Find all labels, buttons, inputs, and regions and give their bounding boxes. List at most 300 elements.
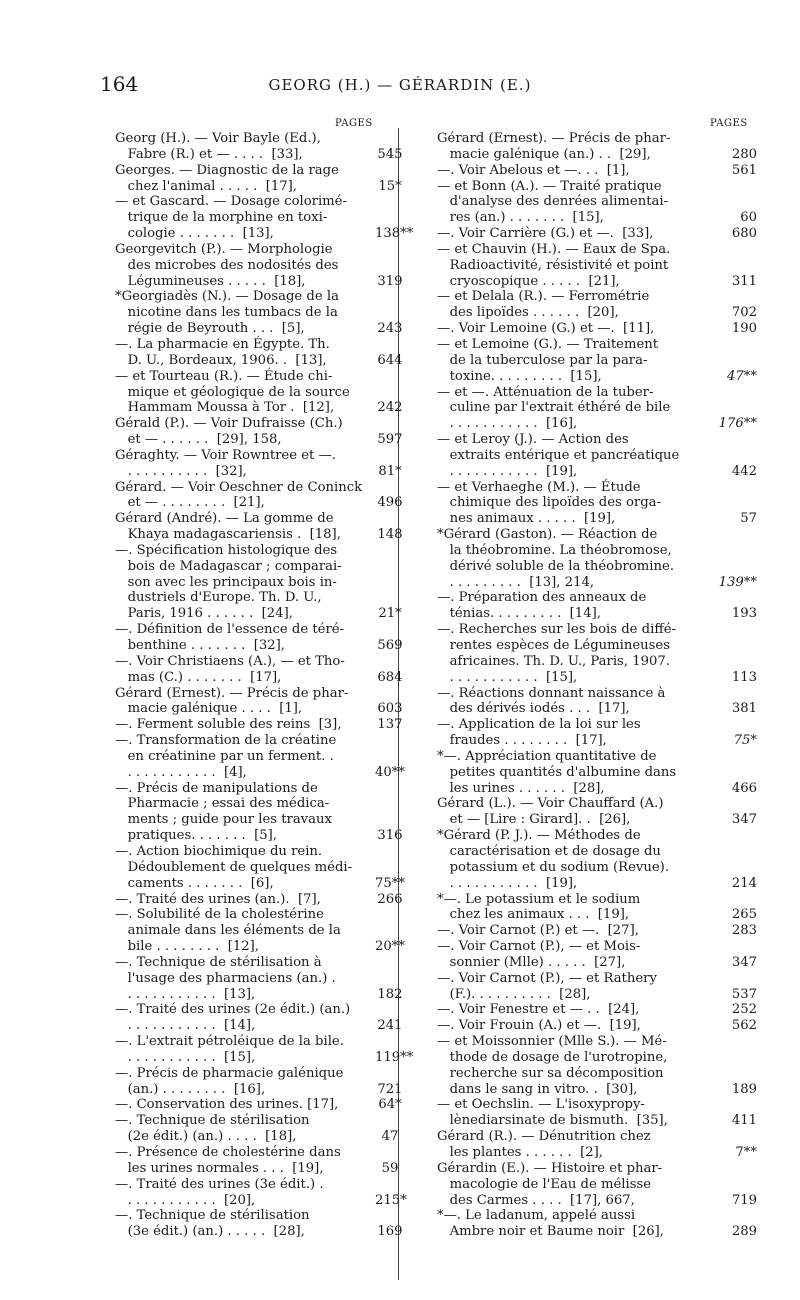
- index-line-text: —. Définition de l'essence de téré-: [115, 622, 345, 638]
- index-line-text: —. La pharmacie en Égypte. Th.: [115, 336, 330, 352]
- index-line: [437, 606, 757, 622]
- index-line-text: —. Présence de cholestérine dans: [115, 1145, 341, 1160]
- index-line: [437, 511, 757, 527]
- index-line-text: . . . . . . . . . . [32],: [115, 463, 247, 479]
- index-line-text: —. Traité des urines (2e édit.) (an.): [115, 1002, 351, 1018]
- index-line: [115, 242, 368, 258]
- index-line: [115, 828, 403, 844]
- index-line: [115, 654, 368, 670]
- index-line: [437, 907, 757, 923]
- index-line-text: macie galénique . . . . [1],: [115, 701, 303, 717]
- index-line: [115, 764, 405, 781]
- index-line-text: — et Chauvin (H.). — Eaux de Spa.: [437, 241, 671, 257]
- index-line-text: chimique des lipoïdes des orga-: [437, 495, 661, 511]
- index-line-text: . . . . . . . . . . . [16],: [437, 416, 578, 432]
- page-reference: 319: [377, 273, 403, 289]
- pages-header-left: PAGES: [335, 118, 373, 129]
- page-reference: 214: [731, 875, 757, 891]
- page-reference: 169: [377, 1224, 403, 1240]
- index-line: [437, 1145, 757, 1161]
- page-reference: 139**: [718, 574, 757, 590]
- page-reference: 20**: [375, 939, 405, 955]
- index-line-text: —. Recherches sur les bois de diffé-: [437, 622, 676, 638]
- index-line-text: caments . . . . . . . [6],: [115, 875, 274, 891]
- index-line: [437, 146, 757, 163]
- index-line: [115, 1049, 414, 1066]
- index-line-text: (an.) . . . . . . . . [16],: [115, 1081, 266, 1097]
- index-line: [115, 146, 403, 163]
- index-line: [115, 590, 368, 606]
- index-line-text: —. Voir Carnot (P.), — et Mois-: [437, 939, 641, 955]
- page-reference: 644: [377, 352, 403, 368]
- index-line-text: trique de la morphine en toxi-: [115, 210, 328, 226]
- index-line: [115, 1097, 402, 1113]
- page-reference: 190: [731, 321, 757, 337]
- index-line: [437, 273, 757, 290]
- index-line: [115, 432, 403, 448]
- index-line-text: thode de dosage de l'urotropine,: [437, 1049, 668, 1065]
- index-line: [437, 971, 750, 987]
- index-line-text: bois de Madagascar ; comparai-: [115, 558, 342, 574]
- index-line-text: dérivé soluble de la théobromine.: [437, 558, 675, 574]
- right-column: [437, 118, 757, 1240]
- page-reference: 81*: [378, 463, 402, 479]
- index-line: [115, 1018, 403, 1034]
- index-line-text: res (an.) . . . . . . . [15],: [437, 210, 604, 226]
- index-line: [115, 1081, 403, 1098]
- index-line-text: . . . . . . . . . [13], 214,: [437, 574, 595, 590]
- index-line-text: les urines normales . . . [19],: [115, 1160, 324, 1176]
- index-line: [115, 606, 402, 622]
- page-reference: 243: [377, 321, 403, 337]
- index-line: [437, 654, 750, 670]
- page-reference: 347: [731, 812, 757, 828]
- index-line-text: macologie de l'Eau de mélisse: [437, 1176, 652, 1192]
- index-line: [115, 416, 368, 432]
- index-line-text: extraits entérique et pancréatique: [437, 447, 680, 463]
- page-reference: 189: [731, 1081, 757, 1097]
- index-line: [437, 717, 750, 733]
- index-line-text: Gérard (R.). — Dénutrition chez: [437, 1129, 651, 1145]
- index-line: [115, 480, 368, 496]
- pages-header-right: PAGES: [710, 118, 748, 129]
- index-line-text: —. Voir Carrière (G.) et —. [33],: [437, 226, 654, 242]
- index-line-text: —. Technique de stérilisation à: [115, 954, 322, 970]
- index-line: [437, 321, 757, 337]
- index-line-text: fraudes . . . . . . . . [17],: [437, 733, 607, 749]
- index-line-text: Gérard (Ernest). — Précis de phar-: [115, 685, 349, 701]
- index-line: [437, 1161, 750, 1177]
- index-line-text: —. Voir Carnot (P.) et —. [27],: [437, 923, 639, 939]
- index-line: [437, 796, 750, 812]
- index-line-text: . . . . . . . . . . . [13],: [115, 986, 256, 1002]
- index-line: [437, 780, 757, 797]
- index-line-text: culine par l'extrait éthéré de bile: [437, 400, 671, 416]
- index-line-text: africaines. Th. D. U., Paris, 1907.: [437, 653, 670, 669]
- index-line-text: *—. Appréciation quantitative de: [437, 748, 657, 764]
- index-line-text: nicotine dans les tumbacs de la: [115, 305, 338, 321]
- index-line: [437, 1177, 750, 1193]
- index-line-text: —. Technique de stérilisation: [115, 1113, 310, 1129]
- index-line: [115, 1160, 399, 1177]
- index-line-text: . . . . . . . . . . . [14],: [115, 1018, 256, 1034]
- index-line-text: —. Spécification histologique des: [115, 542, 338, 558]
- index-line: [437, 669, 757, 686]
- index-line: [115, 907, 368, 923]
- page-reference: 215*: [375, 1192, 407, 1208]
- index-line-text: les plantes . . . . . . [2],: [437, 1145, 604, 1160]
- index-line-text: — et Delala (R.). — Ferrométrie: [437, 289, 650, 305]
- index-line-text: Hammam Moussa à Tor . [12],: [115, 400, 335, 416]
- index-line-text: animale dans les éléments de la: [115, 923, 341, 939]
- index-line: [437, 162, 757, 179]
- page-reference: 537: [731, 986, 757, 1002]
- index-line-text: cologie . . . . . . . [13],: [115, 226, 274, 242]
- index-line-text: ténias. . . . . . . . . [14],: [437, 606, 601, 622]
- index-line: [115, 971, 368, 987]
- page-reference: 684: [377, 669, 403, 685]
- index-line: [437, 258, 750, 274]
- index-line: [115, 1177, 368, 1193]
- index-line-text: — et Leroy (J.). — Action des: [437, 432, 629, 448]
- index-line-text: *—. Le potassium et le sodium: [437, 891, 641, 907]
- index-line: [437, 590, 750, 606]
- index-line: [437, 860, 750, 876]
- index-line: [437, 765, 750, 781]
- index-line: [437, 385, 750, 401]
- index-line: [115, 1113, 368, 1129]
- index-line-text: Georges. — Diagnostic de la rage: [115, 162, 339, 178]
- index-line: [115, 131, 368, 147]
- index-line-text: —. Technique de stérilisation: [115, 1208, 310, 1224]
- index-line-text: benthine . . . . . . . [32],: [115, 638, 285, 653]
- index-line-text: Géraghty. — Voir Rowntree et —.: [115, 447, 336, 463]
- index-line-text: — et Tourteau (R.). — Étude chi-: [115, 368, 333, 384]
- index-line: [115, 400, 403, 416]
- running-head: GEORG (H.) — GÉRARDIN (E.): [268, 76, 532, 94]
- index-line-text: Gérard. — Voir Oeschner de Coninck: [115, 479, 363, 495]
- page-reference: 603: [377, 701, 403, 717]
- index-line: [115, 701, 403, 717]
- index-line: [437, 701, 757, 717]
- index-line-text: recherche sur sa décomposition: [437, 1065, 664, 1081]
- page-reference: 411: [731, 1113, 757, 1129]
- page-reference: 182: [377, 986, 403, 1002]
- index-line: [437, 828, 750, 844]
- index-line-text: —. Précis de manipulations de: [115, 780, 318, 796]
- index-line-text: macie galénique (an.) . . [29],: [437, 146, 651, 162]
- index-line-text: pratiques. . . . . . . [5],: [115, 828, 277, 844]
- index-line: [115, 939, 405, 955]
- index-line: [115, 369, 368, 385]
- index-line: [437, 1002, 757, 1018]
- page-reference: 347: [731, 954, 757, 970]
- page-reference: 242: [377, 400, 403, 416]
- index-line: [115, 622, 368, 638]
- index-line-text: —. Conservation des urines. [17],: [115, 1097, 339, 1113]
- index-line: [115, 1034, 368, 1050]
- index-line: [437, 954, 757, 971]
- page-reference: 265: [731, 907, 757, 923]
- index-line: [437, 892, 750, 908]
- index-line-text: —. Préparation des anneaux de: [437, 590, 647, 606]
- index-line: [115, 812, 368, 828]
- index-line-text: . . . . . . . . . . . [4],: [115, 764, 247, 780]
- index-line-text: Ambre noir et Baume noir [26],: [437, 1224, 664, 1240]
- page-reference: 15*: [378, 178, 402, 194]
- index-line-text: cryoscopique . . . . . [21],: [437, 273, 620, 289]
- index-line: [437, 463, 757, 480]
- index-line: [437, 495, 750, 511]
- index-line-text: — et Moissonnier (Mlle S.). — Mé-: [437, 1034, 667, 1050]
- page-reference: 280: [731, 146, 757, 162]
- right-entries: [437, 131, 757, 1240]
- index-line: [437, 226, 757, 242]
- index-line-text: lènediarsinate de bismuth. [35],: [437, 1113, 668, 1129]
- index-line: [437, 1113, 757, 1129]
- page-reference: 719: [731, 1192, 757, 1208]
- page-reference: 680: [731, 226, 757, 242]
- index-line-text: nes animaux . . . . . [19],: [437, 511, 616, 527]
- index-line-text: —. Action biochimique du rein.: [115, 843, 323, 859]
- index-line-text: Gérard (Ernest). — Précis de phar-: [437, 131, 671, 146]
- index-line: [437, 305, 757, 321]
- index-line: [115, 337, 368, 353]
- page-reference: 561: [731, 162, 757, 178]
- index-line-text: Radioactivité, résistivité et point: [437, 257, 669, 273]
- index-line: [437, 337, 750, 353]
- index-line: [115, 543, 368, 559]
- page-reference: 21*: [378, 606, 402, 622]
- index-line-text: —. Solubilité de la cholestérine: [115, 907, 324, 923]
- page-reference: 75**: [375, 875, 405, 891]
- index-line-text: et — . . . . . . . . [21],: [115, 495, 265, 511]
- index-line: [437, 1224, 757, 1240]
- index-line: [115, 955, 368, 971]
- index-line-text: —. Ferment soluble des reins [3],: [115, 717, 342, 733]
- index-line: [437, 812, 757, 828]
- index-line: [437, 179, 750, 195]
- index-line-text: —. Transformation de la créatine: [115, 733, 337, 749]
- index-line-text: des Carmes . . . . [17], 667,: [437, 1192, 635, 1208]
- index-line: [437, 194, 750, 210]
- index-line-text: dans le sang in vitro. . [30],: [437, 1081, 638, 1097]
- index-line: [437, 686, 750, 702]
- index-line-text: Georgevitch (P.). — Morphologie: [115, 241, 333, 257]
- index-line-text: sonnier (Mlle) . . . . . [27],: [437, 954, 626, 970]
- index-line-text: ments ; guide pour les travaux: [115, 812, 332, 828]
- index-line-text: . . . . . . . . . . . [19],: [437, 463, 578, 479]
- index-line-text: — et —. Atténuation de la tuber-: [437, 384, 654, 400]
- index-line: [115, 258, 368, 274]
- index-line: [115, 638, 403, 654]
- index-line-text: —. Voir Fenestre et — . . [24],: [437, 1002, 640, 1018]
- page-reference: 40**: [375, 764, 405, 780]
- index-line-text: — et Gascard. — Dosage colorimé-: [115, 194, 347, 210]
- index-line-text: toxine. . . . . . . . . [15],: [437, 368, 602, 384]
- index-line-text: *Georgiadès (N.). — Dosage de la: [115, 289, 339, 305]
- index-line: [437, 986, 757, 1003]
- index-line: [437, 1192, 757, 1209]
- index-line: [437, 416, 757, 432]
- index-line-text: Paris, 1916 . . . . . . [24],: [115, 606, 293, 622]
- index-line-text: Dédoublement de quelques médi-: [115, 859, 353, 875]
- index-line: [115, 1208, 368, 1224]
- index-line: [115, 686, 368, 702]
- index-line: [437, 638, 750, 654]
- page-reference: 289: [731, 1224, 757, 1240]
- page-reference: 119**: [375, 1049, 414, 1065]
- index-line: [437, 1034, 750, 1050]
- index-line-text: —. Réactions donnant naissance à: [437, 685, 666, 701]
- index-line-text: chez l'animal . . . . . [17],: [115, 178, 297, 194]
- index-line-text: et — . . . . . . [29], 158,: [115, 432, 282, 448]
- index-line: [437, 844, 750, 860]
- index-line: [437, 210, 757, 226]
- index-line: [115, 210, 368, 226]
- page-reference: 569: [377, 638, 403, 653]
- index-line: [437, 1018, 757, 1034]
- index-line: [115, 448, 368, 464]
- index-line: [115, 860, 368, 876]
- index-line: [115, 1145, 368, 1161]
- index-line-text: Gérardin (E.). — Histoire et phar-: [437, 1160, 663, 1176]
- index-line-text: des dérivés iodés . . . [17],: [437, 701, 630, 717]
- page-reference: 597: [377, 432, 403, 448]
- index-line: [115, 273, 403, 290]
- index-line-text: des lipoïdes . . . . . . [20],: [437, 305, 619, 321]
- index-line-text: d'analyse des denrées alimentai-: [437, 194, 669, 210]
- index-line-text: régie de Beyrouth . . . [5],: [115, 321, 305, 337]
- page-reference: 148: [377, 527, 403, 543]
- index-line-text: Gérard (André). — La gomme de: [115, 511, 334, 527]
- index-line-text: —. Voir Christiaens (A.), — et Tho-: [115, 653, 345, 669]
- index-line: [437, 448, 750, 464]
- index-line: [437, 574, 757, 591]
- index-line: [437, 543, 750, 559]
- index-line: [115, 305, 368, 321]
- index-line-text: Khaya madagascariensis . [18],: [115, 527, 341, 543]
- page-reference: 381: [731, 701, 757, 717]
- index-line-text: bile . . . . . . . . [12],: [115, 939, 259, 955]
- index-line: [437, 353, 750, 369]
- index-line-text: l'usage des pharmaciens (an.) .: [115, 970, 336, 986]
- index-line-text: potassium et du sodium (Revue).: [437, 859, 670, 875]
- index-line-text: mique et géologique de la source: [115, 384, 350, 400]
- index-line-text: . . . . . . . . . . . [15],: [437, 669, 578, 685]
- index-line: [437, 622, 750, 638]
- page-reference: 113: [731, 669, 757, 685]
- index-line-text: Pharmacie ; essai des médica-: [115, 796, 330, 812]
- index-line: [437, 939, 750, 955]
- index-line: [115, 575, 368, 591]
- index-line: [115, 844, 368, 860]
- page-reference: 466: [731, 780, 757, 796]
- index-line-text: chez les animaux . . . [19],: [437, 907, 630, 923]
- page-reference: 64*: [378, 1097, 402, 1113]
- page-reference: 316: [377, 828, 403, 844]
- index-line-text: —. Voir Lemoine (G.) et —. [11],: [437, 321, 655, 337]
- index-line: [115, 781, 368, 797]
- index-line-text: la théobromine. La théobromose,: [437, 542, 672, 558]
- index-line: [115, 749, 368, 765]
- index-line-text: Georg (H.). — Voir Bayle (Ed.),: [115, 131, 321, 146]
- index-line-text: *Gérard (Gaston). — Réaction de: [437, 527, 658, 543]
- page-number: 164: [100, 72, 139, 96]
- index-line-text: —. L'extrait pétroléique de la bile.: [115, 1034, 344, 1050]
- index-line-text: — et Bonn (A.). — Traité pratique: [437, 178, 662, 194]
- page-reference: 75*: [733, 733, 757, 749]
- index-line-text: et — [Lire : Girard]. . [26],: [437, 812, 631, 828]
- index-line: [115, 495, 403, 511]
- index-line-text: —. Application de la loi sur les: [437, 717, 641, 733]
- page-reference: 311: [731, 273, 757, 289]
- index-line: [437, 432, 750, 448]
- index-line: [437, 875, 757, 892]
- index-line: [115, 717, 403, 733]
- index-line: [115, 1002, 368, 1018]
- index-line: [115, 669, 403, 686]
- index-line-text: Fabre (R.) et — . . . . [33],: [115, 146, 303, 162]
- index-line-text: Gérald (P.). — Voir Dufraisse (Ch.): [115, 416, 343, 432]
- index-line-text: D. U., Bordeaux, 1906. . [13],: [115, 352, 327, 368]
- index-line: [437, 480, 750, 496]
- page-reference: 176**: [718, 416, 757, 432]
- page-reference: 138**: [375, 226, 414, 242]
- left-entries: [115, 131, 414, 1240]
- index-line-text: dustriels d'Europe. Th. D. U.,: [115, 590, 322, 606]
- index-line: [437, 1208, 750, 1224]
- index-line-text: rentes espèces de Légumineuses: [437, 638, 670, 653]
- index-line-text: — et Oechslin. — L'isoxypropy-: [437, 1097, 645, 1113]
- index-line-text: . . . . . . . . . . . [20],: [115, 1192, 256, 1208]
- index-line: [437, 733, 757, 749]
- page-reference: 47: [381, 1129, 399, 1145]
- index-line-text: . . . . . . . . . . . [19],: [437, 875, 578, 891]
- index-line-text: (2e édit.) (an.) . . . . [18],: [115, 1129, 297, 1145]
- index-line: [115, 875, 405, 892]
- page-reference: 60: [740, 210, 757, 226]
- index-line-text: —. Voir Carnot (P.), — et Rathery: [437, 970, 657, 986]
- page-reference: 193: [731, 606, 757, 622]
- index-line-text: mas (C.) . . . . . . . [17],: [115, 669, 282, 685]
- index-line-text: — et Verhaeghe (M.). — Étude: [437, 479, 641, 495]
- index-line: [437, 1129, 750, 1145]
- page-reference: 266: [377, 891, 403, 907]
- index-line: [115, 226, 414, 242]
- index-line-text: Légumineuses . . . . . [18],: [115, 273, 306, 289]
- index-line: [437, 527, 750, 543]
- index-line-text: caractérisation et de dosage du: [437, 843, 661, 859]
- page-reference: 545: [377, 146, 403, 162]
- index-line-text: . . . . . . . . . . . [15],: [115, 1049, 256, 1065]
- page-reference: 7**: [735, 1145, 757, 1160]
- page-reference: 702: [731, 305, 757, 321]
- page-reference: 59: [381, 1160, 399, 1176]
- index-line: [115, 385, 368, 401]
- index-line: [437, 1066, 750, 1082]
- index-line-text: *—. Le ladanum, appelé aussi: [437, 1208, 636, 1224]
- index-line-text: des microbes des nodosités des: [115, 257, 339, 273]
- left-column: [115, 118, 414, 1240]
- index-line: [115, 321, 403, 337]
- index-line: [115, 194, 368, 210]
- index-line: [115, 1066, 368, 1082]
- index-line: [115, 289, 368, 305]
- page-reference: 137: [377, 717, 403, 733]
- page-reference: 252: [731, 1002, 757, 1018]
- index-line: [437, 749, 750, 765]
